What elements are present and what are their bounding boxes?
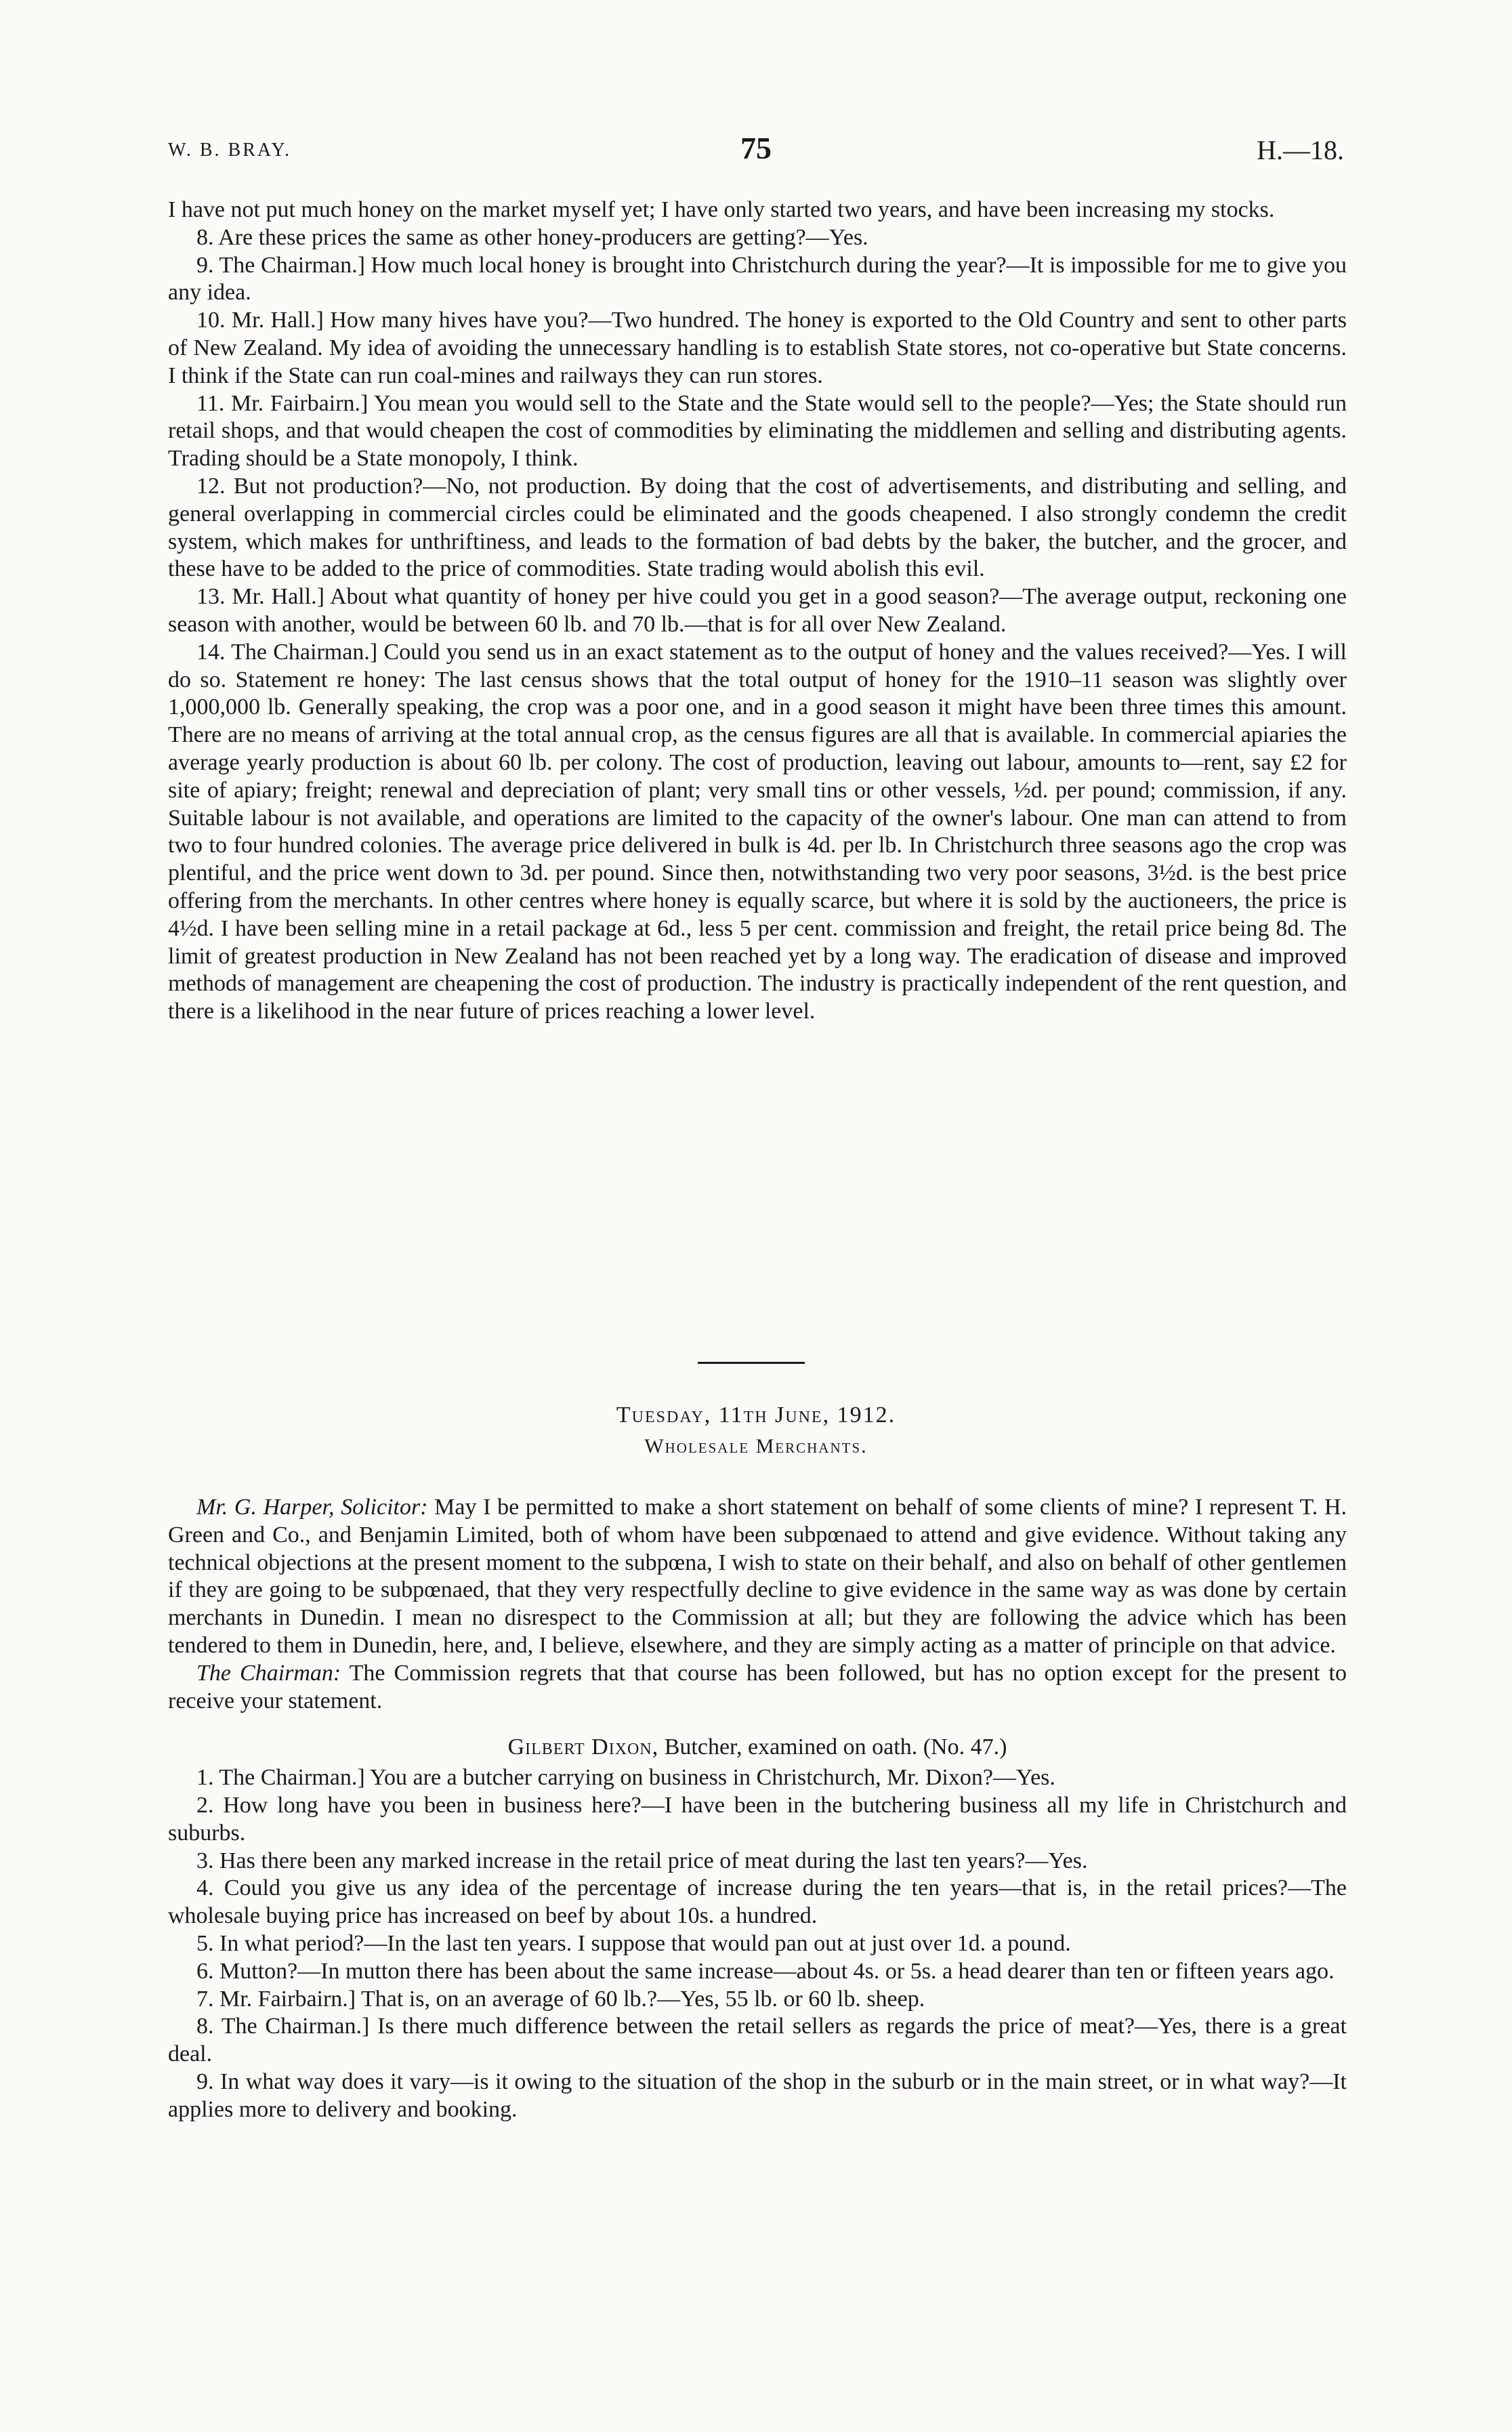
paper-reference: H.—18. xyxy=(1257,135,1344,165)
paragraph: 13. Mr. Hall.] About what quantity of honey per hive could you get in a good season?—The average output, reckoning one season with another, would be between 60 lb. and 70 lb.—that is for all over New Zealand. xyxy=(168,584,1347,637)
paragraph: 12. But not production?—No, not production. By doing that the cost of advertisements, and distributing and selling, and general overlapping in commercial circles could be eliminated and the goods cheapened. I also strongly condemn the credit system, which makes for unthriftiness, and leads to the formation of bad debts by the baker, the butcher, and the grocer, and these have to be added to the price of commodities. State trading would abolish this evil. xyxy=(168,473,1347,582)
statement-paragraph xyxy=(168,1494,1347,1660)
question: 1. The Chairman.] You are a butcher carrying on business in Christchurch, Mr. Dixon?—Yes. xyxy=(196,1765,1055,1791)
witness-heading xyxy=(168,1734,1347,1762)
question: 7. Mr. Fairbairn.] That is, on an average of 60 lb.?—Yes, 55 lb. or 60 lb. sheep. xyxy=(196,1986,925,2012)
paragraph: 8. Are these prices the same as other honey-producers are getting?—Yes. xyxy=(196,224,868,250)
section-divider xyxy=(698,1362,805,1364)
header-witness-name: W. B. BRAY. xyxy=(168,140,292,161)
question: 8. The Chairman.] Is there much difference between the retail sellers as regards the price of meat?—Yes, there is a great deal. xyxy=(168,2014,1347,2067)
evidence-continued xyxy=(168,196,1347,1026)
page-number: 75 xyxy=(740,131,772,165)
paragraph: 10. Mr. Hall.] How many hives have you?—Two hundred. The honey is exported to the Old Country and sent to other parts of New Zealand. My idea of avoiding the unnecessary handling is to establish State stores, not co-operative but State concerns. I think if the State can run coal-mines and railways they can run stores. xyxy=(168,308,1347,388)
witness-description: Butcher, examined on oath. (No. 47.) xyxy=(664,1734,1007,1760)
session-body xyxy=(168,1494,1347,2124)
session-subtitle: Wholesale Merchants. xyxy=(644,1435,868,1457)
page-header xyxy=(168,130,1344,171)
chairman-speaker: The Chairman: xyxy=(196,1660,341,1686)
question: 9. In what way does it vary—is it owing to the situation of the shop in the suburb or in the main street, or in what way?—It applies more to delivery and booking. xyxy=(168,2068,1347,2122)
statement-speaker: Mr. G. Harper, Solicitor: xyxy=(196,1495,428,1520)
question: 3. Has there been any marked increase in the retail price of meat during the last ten years?—Yes. xyxy=(196,1848,1088,1873)
question: 4. Could you give us any idea of the percentage of increase during the ten years—that is, in the retail prices?—The wholesale buying price has increased on beef by about 10s. a hundred. xyxy=(168,1875,1347,1929)
paragraph: 14. The Chairman.] Could you send us in an exact statement as to the output of honey and the values received?—Yes. I will do so. Statement re honey: The last census shows that the total output of honey for the 1910–11 season was slightly over 1,000,000 lb. Generally speaking, the crop was a poor one, and in a good season it might have been three times this amount. There are no means of arriving at the total annual crop, as the census figures are all that is available. In commercial apiaries the average yearly production is about 60 lb. per colony. The cost of production, leaving out labour, amounts to—rent, say £2 for site of apiary; freight; renewal and depreciation of plant; very small tins or other vessels, ½d. per pound; commission, if any. Suitable labour is not available, and operations are limited to the capacity of the owner's labour. One man can attend to from two to four hundred colonies. The average price delivered in bulk is 4d. per lb. In Christchurch three seasons ago the crop was plentiful, and the price went down to 3d. per pound. Since then, notwithstanding two very poor seasons, 3½d. is the best price offering from the merchants. In other centres where honey is equally scarce, but where it is sold by the auctioneers, the price is 4½d. I have been selling mine in a retail package at 6d., less 5 per cent. commission and freight, the retail price being 8d. The limit of greatest production in New Zealand has not been reached yet by a long way. The eradication of disease and improved methods of management are cheapening the cost of production. The industry is practically independent of the rent question, and there is a likelihood in the near future of prices reaching a lower level. xyxy=(168,639,1347,1024)
question: 5. In what period?—In the last ten years. I suppose that would pan out at just over 1d. a pound. xyxy=(196,1930,1071,1956)
paragraph: 11. Mr. Fairbairn.] You mean you would sell to the State and the State would sell to the people?—Yes; the State should run retail shops, and that would cheapen the cost of commodities by eliminating the middlemen and selling and distributing agents. Trading should be a State monopoly, I think. xyxy=(168,390,1347,472)
witness-name: Gilbert Dixon, xyxy=(507,1734,659,1760)
question: 2. How long have you been in business here?—I have been in the butchering business all my life in Christchurch and suburbs. xyxy=(168,1792,1347,1846)
chairman-response xyxy=(168,1660,1347,1715)
statement-text: May I be permitted to make a short statement on behalf of some clients of mine? I represent T. H. Green and Co., and Benjamin Limited, both of whom have been subpœnaed to attend and give evidence. Without taking any technical objections at the present moment to the subpœna, I wish to state on their behalf, and also on behalf of other gentlemen if they are going to be subpœnaed, that they very respectfully decline to give evidence in the same way as was done by certain merchants in Dunedin. I mean no disrespect to the Commission at all; but they are following the advice which has been tendered to them in Dunedin, here, and, I believe, elsewhere, and they are simply acting as a matter of principle on that advice. xyxy=(168,1495,1347,1658)
chairman-text: The Commission regrets that that course has been followed, but has no option except for the present to receive your statement. xyxy=(168,1660,1347,1713)
question: 6. Mutton?—In mutton there has been about the same increase—about 4s. or 5s. a head dearer than ten or fifteen years ago. xyxy=(196,1958,1335,1984)
paragraph: I have not put much honey on the market myself yet; I have only started two years, and have been increasing my stocks. xyxy=(168,197,1275,222)
paragraph: 9. The Chairman.] How much local honey is brought into Christchurch during the year?—It is impossible for me to give you any idea. xyxy=(168,252,1347,306)
session-date: Tuesday, 11th June, 1912. xyxy=(616,1402,896,1428)
